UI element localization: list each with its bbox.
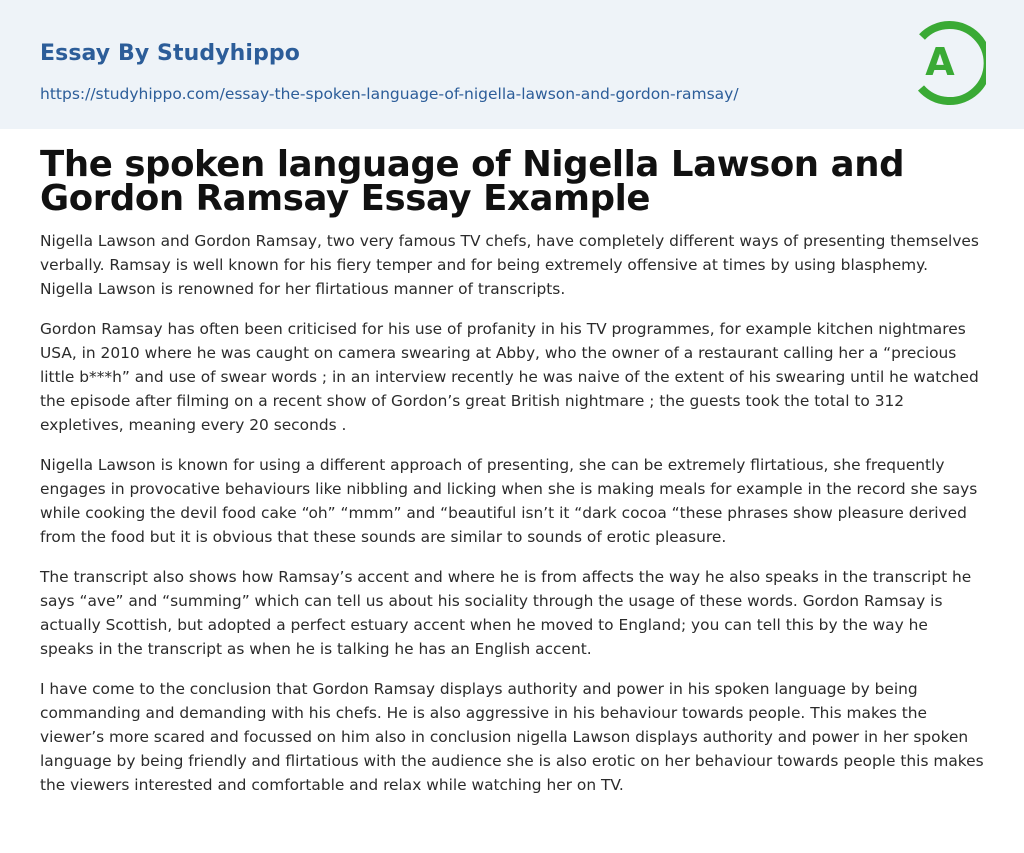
essay-paragraph: Gordon Ramsay has often been criticised for his use of profanity in his TV programmes, for example kitchen nightmares USA, in 2010 where he was caught on camera swearing at Abby, who the owner of a restaurant calling her a “precious little b***h” and use of swear words ; in an interview recently he was naive of the extent of his swearing until he watched the episode after filming on a recent show of Gordon’s great British nightmare ; the guests took the total to 312 expletives, meaning every 20 seconds . bbox=[40, 320, 979, 434]
essay-paragraph: The transcript also shows how Ramsay’s accent and where he is from affects the way he also speaks in the transcript he says “ave” and “summing” which can tell us about his sociality through the usage of these words. Gordon Ramsay is actually Scottish, but adopted a perfect estuary accent when he moved to England; you can tell this by the way he speaks in the transcript as when he is talking he has an English accent. bbox=[40, 568, 972, 658]
brand-title[interactable]: Essay By Studyhippo bbox=[40, 41, 300, 66]
studyhippo-logo-icon[interactable] bbox=[912, 18, 986, 106]
essay-body bbox=[40, 229, 984, 813]
source-url-link[interactable]: https://studyhippo.com/essay-the-spoken-language-of-nigella-lawson-and-gordon-ramsay/ bbox=[40, 85, 739, 103]
essay-paragraph: Nigella Lawson is known for using a different approach of presenting, she can be extremely flirtatious, she frequently engages in provocative behaviours like nibbling and licking when she is making meals for example in the record she says while cooking the devil food cake “oh” “mmm” and “beautiful isn’t it “dark cocoa “these phrases show pleasure derived from the food but it is obvious that these sounds are similar to sounds of erotic pleasure. bbox=[40, 456, 978, 546]
site-header bbox=[0, 0, 1024, 129]
page-title: The spoken language of Nigella Lawson and Gordon Ramsay Essay Example bbox=[40, 144, 905, 219]
essay-paragraph: I have come to the conclusion that Gordon Ramsay displays authority and power in his spoken language by being commanding and demanding with his chefs. He is also aggressive in his behaviour towards people. This makes the viewer’s more scared and focussed on him also in conclusion nigella Lawson displays authority and power in her spoken language by being friendly and flirtatious with the audience she is also erotic on her behaviour towards people this makes the viewers interested and comfortable and relax while watching her on TV. bbox=[40, 680, 984, 794]
essay-paragraph: Nigella Lawson and Gordon Ramsay, two very famous TV chefs, have completely different ways of presenting themselves verbally. Ramsay is well known for his fiery temper and for being extremely offensive at times by using blasphemy. Nigella Lawson is renowned for her flirtatious manner of transcripts. bbox=[40, 232, 979, 298]
logo-letter: A bbox=[925, 40, 955, 84]
